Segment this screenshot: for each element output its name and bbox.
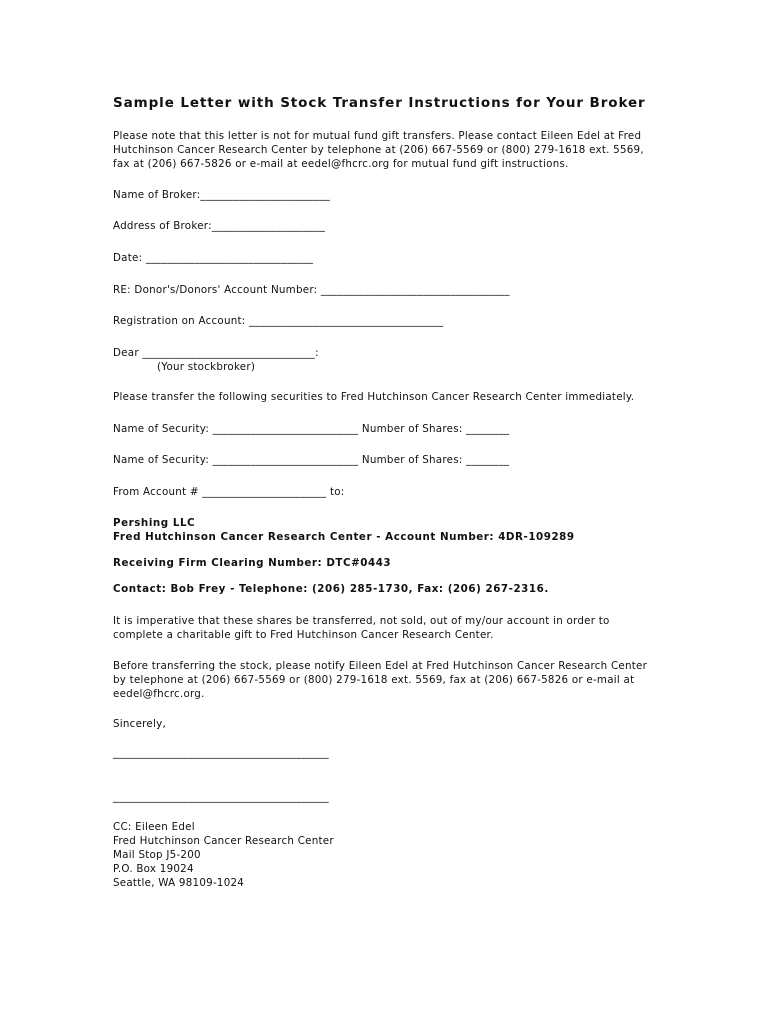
recipient-account: Fred Hutchinson Cancer Research Center - Account Number: 4DR-109289	[113, 531, 575, 543]
cc-block	[113, 820, 334, 890]
intro-line: fax at (206) 667-5826 or e-mail at eedel@fhcrc.org for mutual fund gift instructions.	[113, 158, 569, 170]
account-number-field: RE: Donor's/Donors' Account Number: ___________________________________	[113, 284, 510, 296]
imperative-line: complete a charitable gift to Fred Hutchinson Cancer Research Center.	[113, 629, 494, 641]
intro-line: Please note that this letter is not for mutual fund gift transfers. Please contact Eileen Edel at Fred	[113, 130, 642, 142]
salutation	[113, 346, 319, 374]
from-account-field: From Account # _______________________ to:	[113, 486, 345, 498]
cc-line: Seattle, WA 98109-1024	[113, 877, 245, 889]
stockbroker-hint: (Your stockbroker)	[157, 361, 256, 373]
clearing-number: Receiving Firm Clearing Number: DTC#0443	[113, 557, 392, 569]
security-line-1: Name of Security: ___________________________ Number of Shares: ________	[113, 423, 510, 435]
contact-info: Contact: Bob Frey - Telephone: (206) 285-1730, Fax: (206) 267-2316.	[113, 583, 549, 595]
cc-line: Fred Hutchinson Cancer Research Center	[113, 835, 334, 847]
cc-line: CC: Eileen Edel	[113, 821, 195, 833]
broker-address-field: Address of Broker:_____________________	[113, 220, 326, 232]
page-title: Sample Letter with Stock Transfer Instructions for Your Broker	[113, 95, 646, 111]
registration-field: Registration on Account: ____________________________________	[113, 315, 444, 327]
closing: Sincerely,	[113, 718, 166, 730]
notify-line: eedel@fhcrc.org.	[113, 688, 205, 700]
recipient-firm: Pershing LLC	[113, 517, 196, 529]
security-line-2: Name of Security: ___________________________ Number of Shares: ________	[113, 454, 510, 466]
notify-line: Before transferring the stock, please notify Eileen Edel at Fred Hutchinson Cancer Research Center	[113, 660, 648, 672]
cc-line: Mail Stop J5-200	[113, 849, 201, 861]
cc-line: P.O. Box 19024	[113, 863, 194, 875]
notify-paragraph	[113, 659, 647, 701]
broker-name-field: Name of Broker:________________________	[113, 189, 330, 201]
intro-paragraph	[113, 129, 644, 171]
imperative-line: It is imperative that these shares be transferred, not sold, out of my/our account in order to	[113, 615, 610, 627]
signature-line-2: ________________________________________	[113, 791, 329, 803]
notify-line: by telephone at (206) 667-5569 or (800) 279-1618 ext. 5569, fax at (206) 667-5826 or e-mail at	[113, 674, 635, 686]
signature-line-1: ________________________________________	[113, 747, 329, 759]
intro-line: Hutchinson Cancer Research Center by telephone at (206) 667-5569 or (800) 279-1618 ext. 5569,	[113, 144, 644, 156]
dear-line: Dear ________________________________:	[113, 347, 319, 359]
date-field: Date: _______________________________	[113, 252, 314, 264]
imperative-paragraph	[113, 614, 610, 642]
transfer-request: Please transfer the following securities to Fred Hutchinson Cancer Research Center immediately.	[113, 391, 635, 403]
recipient-block	[113, 516, 575, 544]
